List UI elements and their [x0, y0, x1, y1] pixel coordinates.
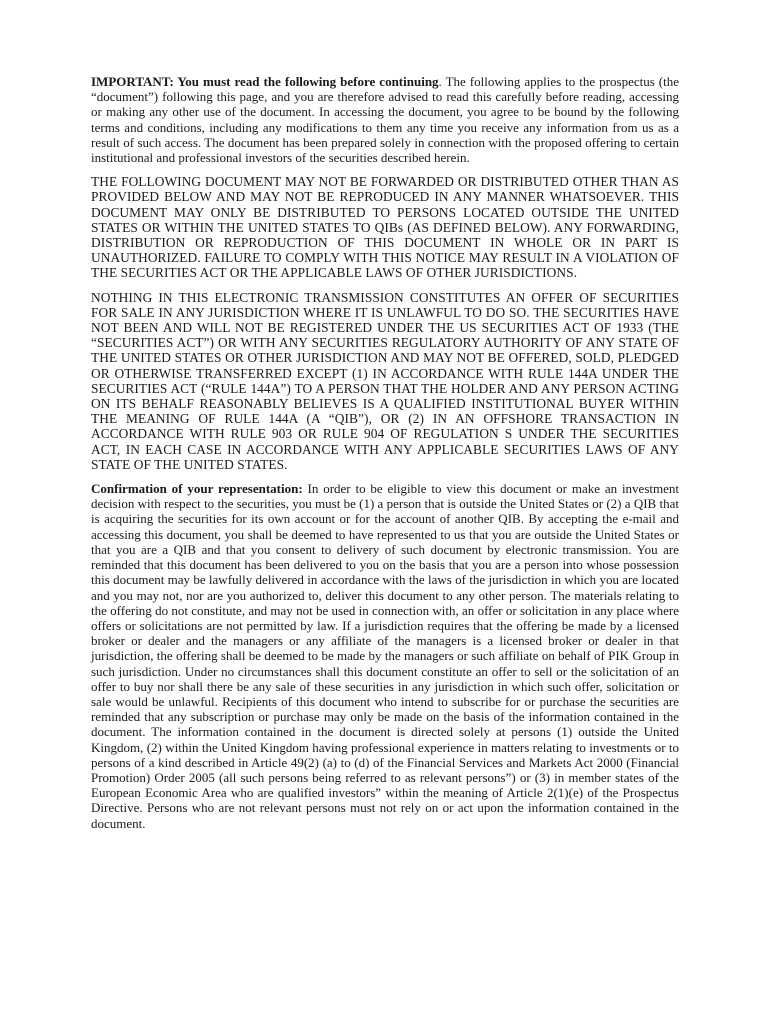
document-page [91, 74, 679, 840]
distribution-restriction-paragraph: THE FOLLOWING DOCUMENT MAY NOT BE FORWARDED OR DISTRIBUTED OTHER THAN AS PROVIDED BELOW AND MAY NOT BE REPRODUCED IN ANY MANNER WHATSOEVER. THIS DOCUMENT MAY ONLY BE DISTRIBUTED TO PERSONS LOCATED OUTSIDE THE UNITED STATES OR WITHIN THE UNITED STATES TO QIBs (AS DEFINED BELOW). ANY FORWARDING, DISTRIBUTION OR REPRODUCTION OF THIS DOCUMENT IN WHOLE OR IN PART IS UNAUTHORIZED. FAILURE TO COMPLY WITH THIS NOTICE MAY RESULT IN A VIOLATION OF THE SECURITIES ACT OR THE APPLICABLE LAWS OF OTHER JURISDICTIONS. [91, 174, 679, 281]
confirmation-text: In order to be eligible to view this document or make an investment decision with respect to the securities, you must be (1) a person that is outside the United States or (2) a QIB that is acquiring the securities for its own account or for the account of another QIB. By accepting the e-mail and accessing this document, you shall be deemed to have represented to us that you are outside the United States or that you are a QIB and that you consent to delivery of such document by electronic transmission. You are reminded that this document has been delivered to you on the basis that you are a person into whose possession this document may be lawfully delivered in accordance with the laws of the jurisdiction in which you are located and you may not, nor are you authorized to, deliver this document to any other person. The materials relating to the offering do not constitute, and may not be used in connection with, an offer or solicitation in any place where offers or solicitations are not permitted by law. If a jurisdiction requires that the offering be made by a licensed broker or dealer and the managers or any affiliate of the managers is a licensed broker or dealer in that jurisdiction, the offering shall be deemed to be made by the managers or such affiliate on behalf of PIK Group in such jurisdiction. Under no circumstances shall this document constitute an offer to sell or the solicitation of an offer to buy nor shall there be any sale of these securities in any jurisdiction in which such offer, solicitation or sale would be unlawful. Recipients of this document who intend to subscribe for or purchase the securities are reminded that any subscription or purchase may only be made on the basis of the information contained in the document. The information contained in the document is directed solely at persons (1) outside the United Kingdom, (2) within the United Kingdom having professional experience in matters relating to investments or to persons of a kind described in Article 49(2) (a) to (d) of the Financial Services and Markets Act 2000 (Financial Promotion) Order 2005 (all such persons being referred to as relevant persons”) or (3) in member states of the European Economic Area who are qualified investors” within the meaning of Article 2(1)(e) of the Prospectus Directive. Persons who are not relevant persons must not rely on or act upon the information contained in the document. [91, 481, 679, 831]
important-notice-paragraph [91, 74, 679, 165]
confirmation-heading: Confirmation of your representation: [91, 481, 303, 497]
important-notice-text: . The following applies to the prospectus (the “document”) following this page, and you are therefore advised to read this carefully before reading, accessing or making any other use of the document. In accessing the document, you agree to be bound by the following terms and conditions, including any modifications to them any time you receive any information from us as a result of such access. The document has been prepared solely in connection with the proposed offering to certain institutional and professional investors of the securities described herein. [91, 74, 679, 166]
important-heading: IMPORTANT: You must read the following before continuing [91, 74, 439, 89]
no-offer-paragraph: NOTHING IN THIS ELECTRONIC TRANSMISSION CONSTITUTES AN OFFER OF SECURITIES FOR SALE IN ANY JURISDICTION WHERE IT IS UNLAWFUL TO DO SO. THE SECURITIES HAVE NOT BEEN AND WILL NOT BE REGISTERED UNDER THE US SECURITIES ACT OF 1933 (THE “SECURITIES ACT”) OR WITH ANY SECURITIES REGULATORY AUTHORITY OF ANY STATE OF THE UNITED STATES OR OTHER JURISDICTION AND MAY NOT BE OFFERED, SOLD, PLEDGED OR OTHERWISE TRANSFERRED EXCEPT (1) IN ACCORDANCE WITH RULE 144A UNDER THE SECURITIES ACT (“RULE 144A”) TO A PERSON THAT THE HOLDER AND ANY PERSON ACTING ON ITS BEHALF REASONABLY BELIEVES IS A QUALIFIED INSTITUTIONAL BUYER WITHIN THE MEANING OF RULE 144A (A “QIB”), OR (2) IN AN OFFSHORE TRANSACTION IN ACCORDANCE WITH RULE 903 OR RULE 904 OF REGULATION S UNDER THE SECURITIES ACT, IN EACH CASE IN ACCORDANCE WITH ANY APPLICABLE SECURITIES LAWS OF ANY STATE OF THE UNITED STATES. [91, 289, 679, 472]
confirmation-paragraph [91, 481, 679, 831]
